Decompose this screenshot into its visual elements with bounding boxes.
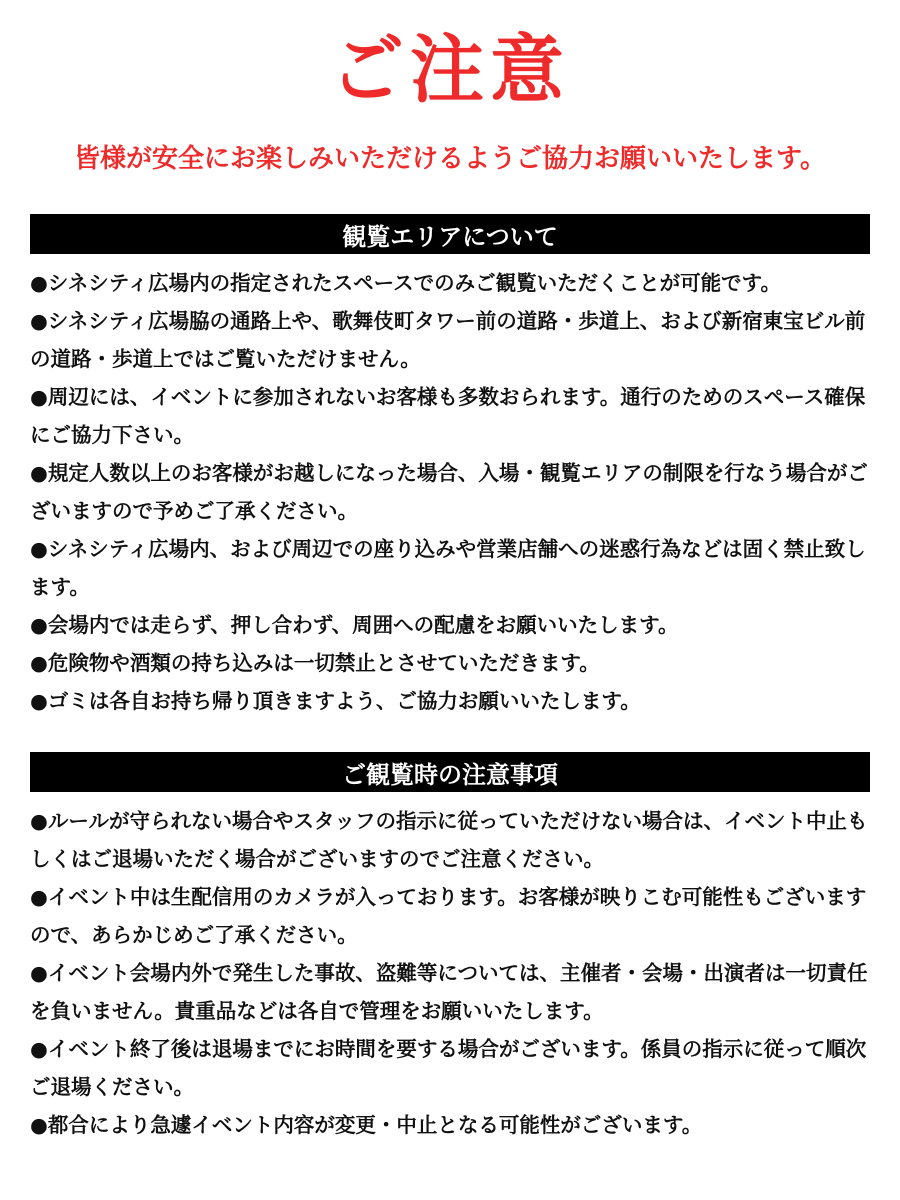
section-heading-viewing-area: 観覧エリアについて bbox=[30, 214, 870, 254]
notice-item: ●危険物や酒類の持ち込みは一切禁止とさせていただきます。 bbox=[30, 651, 600, 675]
notice-item: ●ルールが守られない場合やスタッフの指示に従っていただけない場合は、イベント中止もしくはご退場いただく場合がございますのでご注意ください。 bbox=[30, 809, 868, 871]
notice-item: ●シネシティ広場内、および周辺での座り込みや営業店舗への迷惑行為などは固く禁止致します。 bbox=[30, 537, 866, 599]
viewing-precautions-notice-list bbox=[30, 802, 880, 1144]
notice-item: ●イベント中は生配信用のカメラが入っております。お客様が映りこむ可能性もございますので、あらかじめご了承ください。 bbox=[30, 885, 867, 947]
notice-item: ●シネシティ広場内の指定されたスペースでのみご観覧いただくことが可能です。 bbox=[30, 271, 781, 295]
notice-item: ●ゴミは各自お持ち帰り頂きますよう、ご協力お願いいたします。 bbox=[30, 689, 641, 713]
notice-item: ●規定人数以上のお客様がお越しになった場合、入場・観覧エリアの制限を行なう場合がございますので予めご了承ください。 bbox=[30, 461, 868, 523]
notice-item: ●周辺には、イベントに参加されないお客様も多数おられます。通行のためのスペース確保にご協力下さい。 bbox=[30, 385, 866, 447]
page-title: ご注意 bbox=[330, 27, 570, 113]
notice-item: ●都合により急遽イベント内容が変更・中止となる可能性がございます。 bbox=[30, 1113, 703, 1137]
viewing-area-notice-list bbox=[30, 264, 880, 720]
page-subtitle: 皆様が安全にお楽しみいただけるようご協力お願いいたします。 bbox=[74, 144, 826, 174]
notice-item: ●イベント会場内外で発生した事故、盗難等については、主催者・会場・出演者は一切責任を負いません。貴重品などは各自で管理をお願いいたします。 bbox=[30, 961, 868, 1023]
notice-item: ●シネシティ広場脇の通路上や、歌舞伎町タワー前の道路・歩道上、および新宿東宝ビル前の道路・歩道上ではご覧いただけません。 bbox=[30, 309, 866, 371]
notice-item: ●会場内では走らず、押し合わず、周囲への配慮をお願いいたします。 bbox=[30, 613, 679, 637]
notice-item: ●イベント終了後は退場までにお時間を要する場合がございます。係員の指示に従って順次ご退場ください。 bbox=[30, 1037, 867, 1099]
section-heading-viewing-precautions: ご観覧時の注意事項 bbox=[30, 752, 870, 792]
